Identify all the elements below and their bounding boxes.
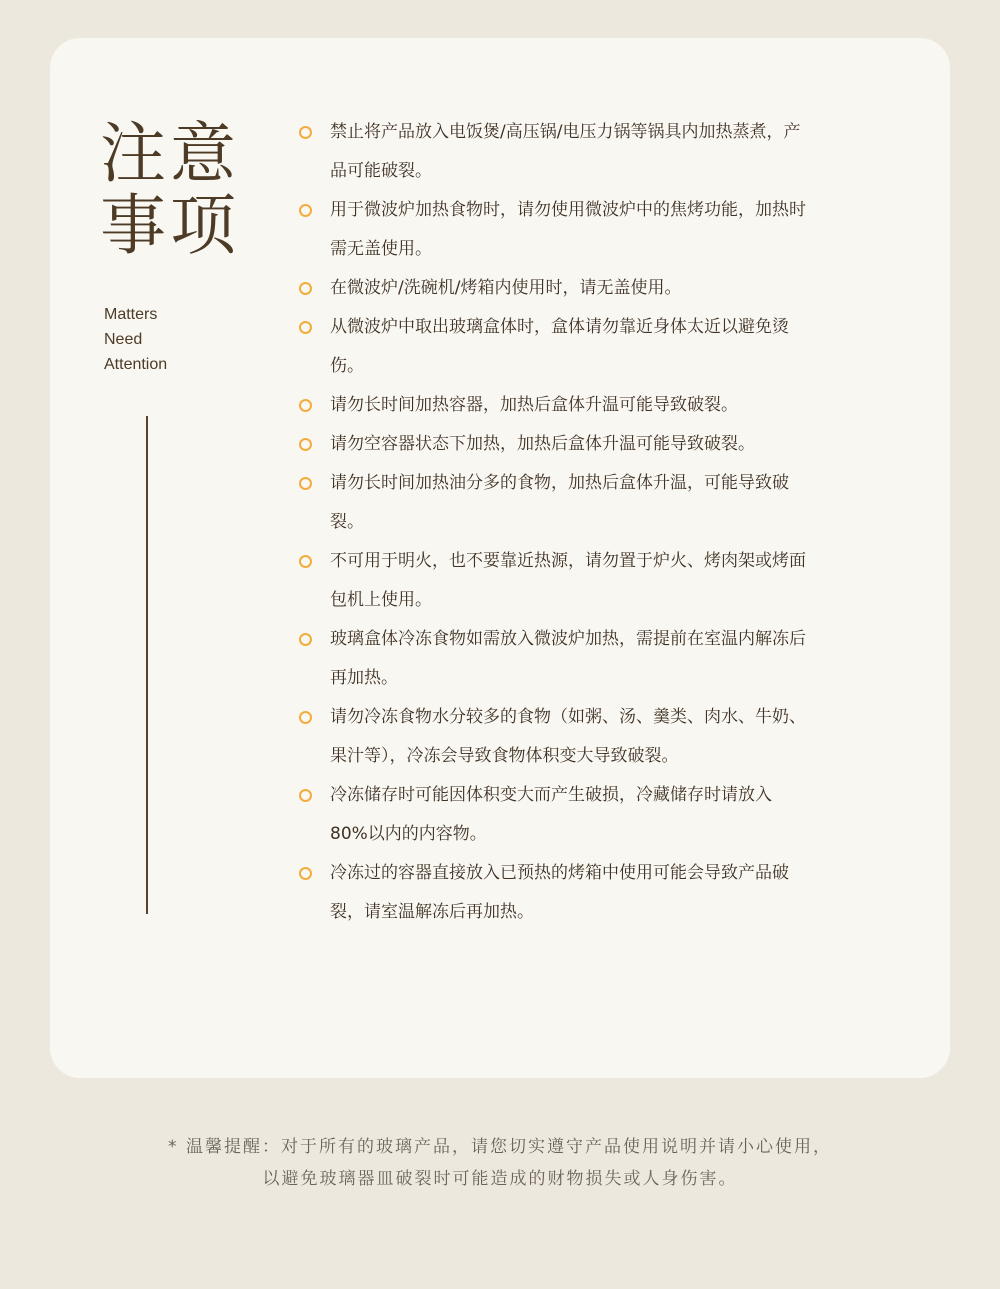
vertical-divider <box>146 416 148 914</box>
list-item <box>297 776 807 854</box>
note-text: 请勿长时间加热油分多的食物，加热后盒体升温，可能导致破裂。 <box>330 473 789 532</box>
note-text: 玻璃盒体冷冻食物如需放入微波炉加热，需提前在室温内解冻后再加热。 <box>330 629 806 688</box>
ring-bullet-icon <box>299 789 312 802</box>
page-title <box>100 115 250 264</box>
note-text: 冷冻过的容器直接放入已预热的烤箱中使用可能会导致产品破裂，请室温解冻后再加热。 <box>330 863 789 922</box>
note-text: 请勿冷冻食物水分较多的食物（如粥、汤、羹类、肉水、牛奶、果汁等），冷冻会导致食物体积变大导致破裂。 <box>330 707 806 766</box>
subtitle-line-3: Attention <box>104 356 168 373</box>
ring-bullet-icon <box>299 438 312 451</box>
list-item <box>297 464 807 542</box>
note-text: 冷冻储存时可能因体积变大而产生破损，冷藏储存时请放入80%以内的内容物。 <box>330 785 772 844</box>
list-item <box>297 269 807 308</box>
footer-reminder <box>0 1131 1000 1195</box>
list-item <box>297 308 807 386</box>
list-item <box>297 386 807 425</box>
list-item <box>297 542 807 620</box>
list-item <box>297 113 807 191</box>
list-item <box>297 854 807 932</box>
ring-bullet-icon <box>299 477 312 490</box>
note-text: 不可用于明火，也不要靠近热源，请勿置于炉火、烤肉架或烤面包机上使用。 <box>330 551 806 610</box>
english-subtitle <box>104 302 167 377</box>
note-text: 请勿空容器状态下加热，加热后盒体升温可能导致破裂。 <box>330 434 755 454</box>
note-text: 禁止将产品放入电饭煲/高压锅/电压力锅等锅具内加热蒸煮，产品可能破裂。 <box>330 122 801 181</box>
title-line-1: 注意 <box>100 115 240 192</box>
list-item <box>297 698 807 776</box>
note-text: 请勿长时间加热容器，加热后盒体升温可能导致破裂。 <box>330 395 738 415</box>
ring-bullet-icon <box>299 126 312 139</box>
subtitle-line-2: Need <box>104 331 143 348</box>
list-item <box>297 620 807 698</box>
notes-list <box>297 113 807 932</box>
list-item <box>297 425 807 464</box>
note-text: 在微波炉/洗碗机/烤箱内使用时，请无盖使用。 <box>330 278 682 298</box>
footer-line-1: * 温馨提醒：对于所有的玻璃产品，请您切实遵守产品使用说明并请小心使用， <box>168 1137 832 1157</box>
ring-bullet-icon <box>299 555 312 568</box>
ring-bullet-icon <box>299 204 312 217</box>
ring-bullet-icon <box>299 399 312 412</box>
ring-bullet-icon <box>299 282 312 295</box>
note-text: 用于微波炉加热食物时，请勿使用微波炉中的焦烤功能，加热时需无盖使用。 <box>330 200 806 259</box>
ring-bullet-icon <box>299 633 312 646</box>
subtitle-line-1: Matters <box>104 306 158 323</box>
ring-bullet-icon <box>299 711 312 724</box>
note-text: 从微波炉中取出玻璃盒体时，盒体请勿靠近身体太近以避免烫伤。 <box>330 317 789 376</box>
title-line-2: 事项 <box>100 187 240 264</box>
ring-bullet-icon <box>299 867 312 880</box>
footer-line-2: 以避免玻璃器皿破裂时可能造成的财物损失或人身伤害。 <box>262 1169 738 1189</box>
list-item <box>297 191 807 269</box>
ring-bullet-icon <box>299 321 312 334</box>
